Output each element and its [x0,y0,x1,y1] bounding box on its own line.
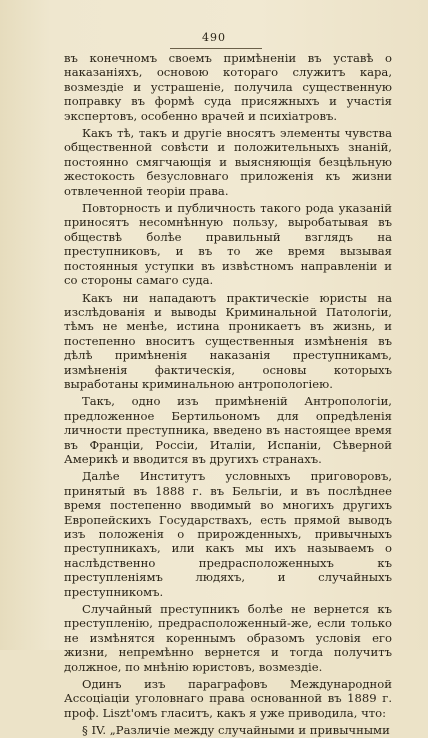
page-number: 490 [202,31,226,44]
paragraph: § IV. „Различіе между случайными и привычными [82,723,390,738]
paragraph: Случайный преступникъ болѣе не вернется къ преступленію, предрасположенный-же, если только не измѣнятся кореннымъ образомъ условія его жизни, непремѣнно вернется и тогда получитъ должное, по мнѣнію юристовъ, возмездіе. [64,602,392,674]
paragraph: Повторность и публичность такого рода указаній приносятъ несомнѣнную пользу, выробатывая въ обществѣ болѣе правильный взглядъ на преступниковъ, и въ то же время вызывая постоянныя уступки въ извѣстномъ направленіи и со стороны самаго суда. [64,201,392,288]
paragraph: Одинъ изъ параграфовъ Международной Ассоціаціи уголовнаго права основанной въ 1889 г. проф. Liszt'омъ гласитъ, какъ я уже приводила, что: [64,677,392,720]
paragraph: Какъ ни нападаютъ практическіе юристы на изслѣдованія и выводы Криминальной Патологіи, тѣмъ не менѣе, истина проникаетъ въ жизнь, и постепенно вноситъ существенныя измѣненія въ дѣлѣ примѣненія наказанія преступникамъ, измѣненія фактическія, основы которыхъ выработаны криминальною антропологіею. [64,290,392,391]
paragraph: въ конечномъ своемъ примѣненіи въ уставѣ о наказаніяхъ, основою котораго служитъ кара, возмездіе и устрашеніе, получила существенную поправку въ формѣ суда присяжныхъ и участія экспертовъ, особенно врачей и психіатровъ. [64,51,392,123]
paragraph: Такъ, одно изъ примѣненій Антропологіи, предложенное Бертильономъ для опредѣленія личности преступника, введено въ настоящее время въ Франціи, Россіи, Италіи, Испаніи, Сѣверной Америкѣ и вводится въ другихъ странахъ. [64,394,392,466]
paragraph: Какъ тѣ, такъ и другіе вносятъ элементы чувства общественной совѣсти и положительныхъ знаній, постоянно смягчающія и выясняющія безцѣльную жестокость безусловнаго приложенія къ жизни отвлеченной теоріи права. [64,126,392,198]
paragraph: Далѣе Институтъ условныхъ приговоровъ, принятый въ 1888 г. въ Бельгіи, и въ послѣднее время постепенно вводимый во многихъ другихъ Европейскихъ Государствахъ, есть прямой выводъ изъ положенія о прирожденныхъ, привычныхъ преступникахъ, или какъ мы ихъ называемъ о наслѣдственно предрасположенныхъ къ преступленіямъ людяхъ, и случайныхъ преступникомъ. [64,469,392,599]
header-rule [170,48,262,49]
body-text [64,51,392,738]
